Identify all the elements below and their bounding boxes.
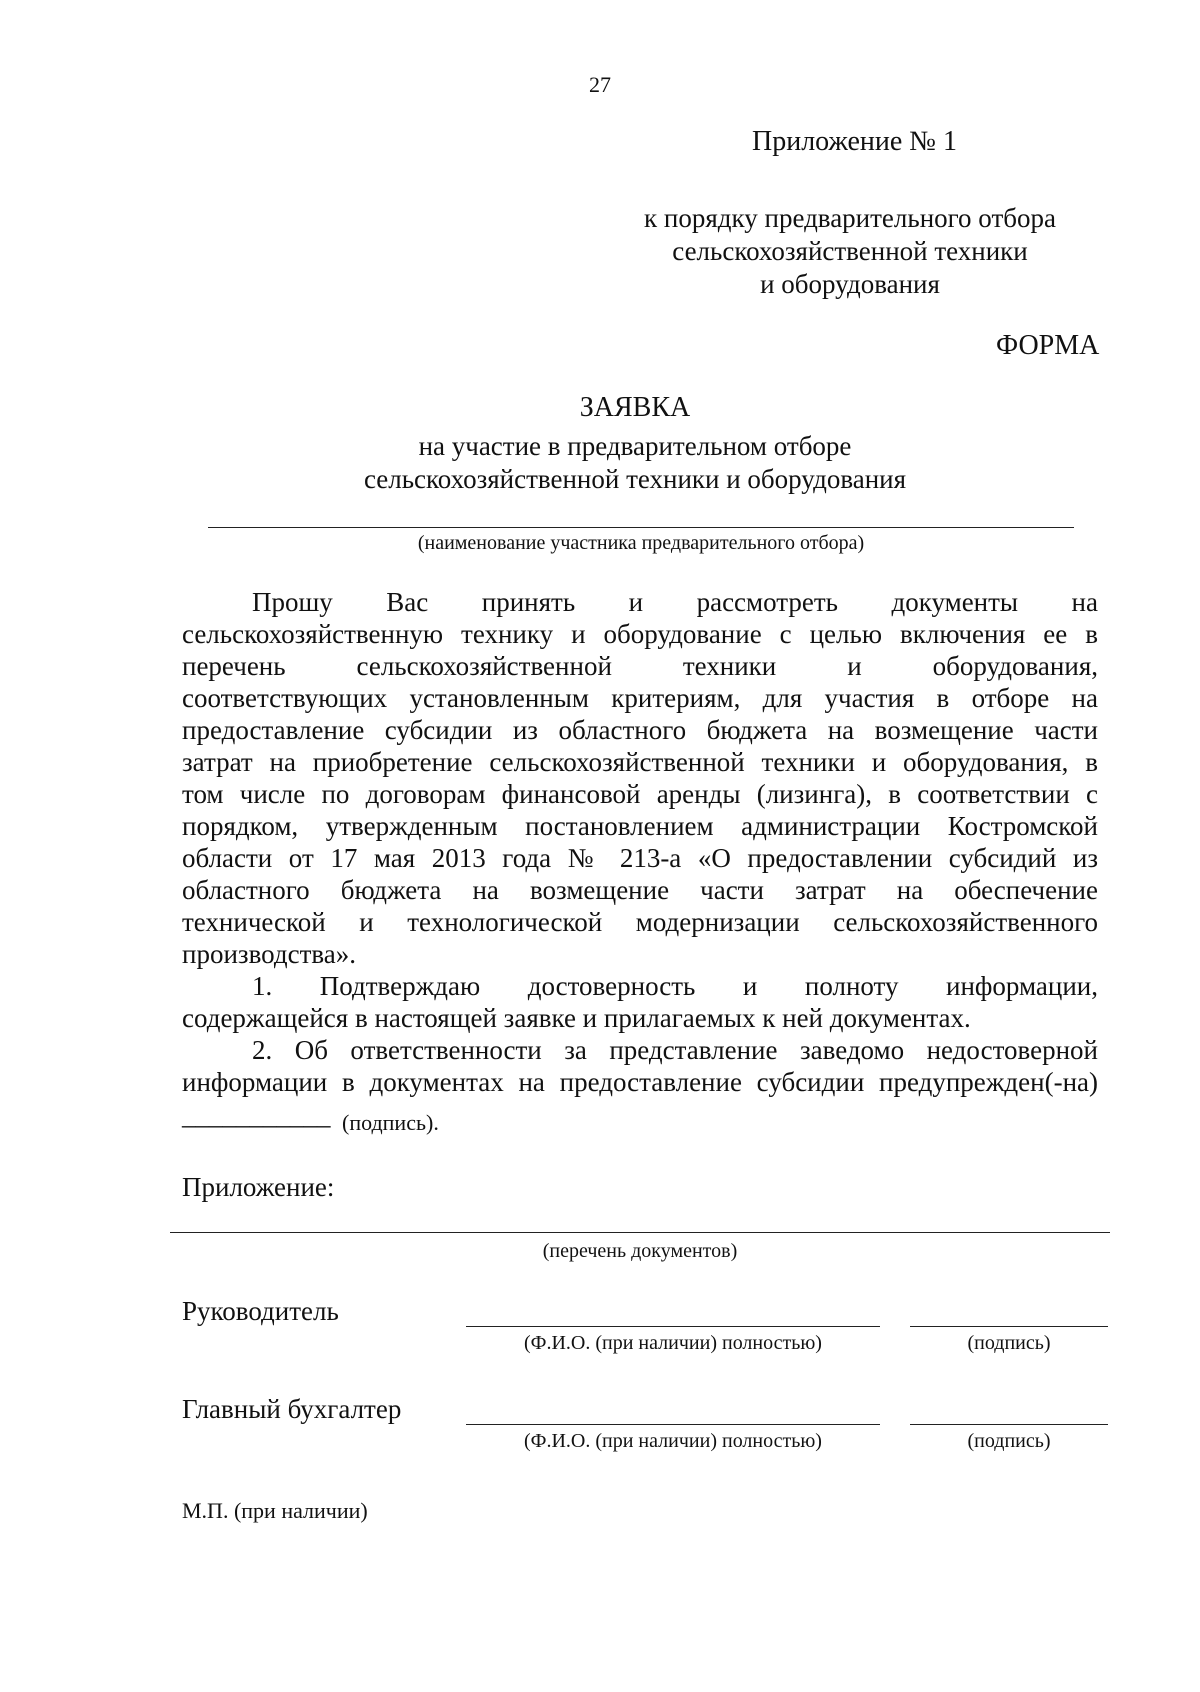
appendix-title: Приложение № 1 (752, 126, 957, 157)
paragraph-line: областного бюджета на возмещение части затрат на обеспечение (182, 875, 1098, 905)
paragraph-line: затрат на приобретение сельскохозяйственной техники и оборудования, в (182, 747, 1098, 777)
appendix-subtitle-line: сельскохозяйственной техники (672, 236, 1028, 266)
paragraph-line: Прошу Вас принять и рассмотреть документы на (252, 587, 1098, 617)
page-number: 27 (589, 72, 611, 97)
accountant-sign-caption: (подпись) (967, 1430, 1051, 1452)
accountant-label: Главный бухгалтер (182, 1394, 402, 1424)
head-sign-line (910, 1326, 1108, 1327)
appendix-subtitle (620, 202, 1080, 301)
signature-blank: ___________ (182, 1100, 331, 1130)
item-1-line: содержащейся в настоящей заявке и прилагаемых к ней документах. (182, 1003, 971, 1033)
accountant-sign-line (910, 1424, 1108, 1425)
signature-note: (подпись). (342, 1110, 439, 1135)
request-paragraph (182, 586, 1098, 1098)
application-subtitle (300, 430, 970, 496)
paragraph-line: технической и технологической модернизации сельскохозяйственного (182, 907, 1098, 937)
item-1-line: 1. Подтверждаю достоверность и полноту информации, (252, 971, 1098, 1001)
head-fio-line (466, 1326, 880, 1327)
head-fio-caption: (Ф.И.О. (при наличии) полностью) (524, 1332, 822, 1354)
accountant-fio-caption: (Ф.И.О. (при наличии) полностью) (524, 1430, 822, 1452)
attachment-line (170, 1232, 1110, 1233)
paragraph-line: сельскохозяйственную технику и оборудование с целью включения ее в (182, 619, 1098, 649)
stamp-note: М.П. (при наличии) (182, 1498, 368, 1523)
item-2-line: информации в документах на предоставление субсидии предупрежден(-на) (182, 1067, 1098, 1097)
appendix-subtitle-line: и оборудования (760, 269, 940, 299)
application-title: ЗАЯВКА (579, 392, 691, 423)
paragraph-line: порядком, утвержденным постановлением администрации Костромской (182, 811, 1098, 841)
paragraph-line: области от 17 мая 2013 года № 213-а «О предоставлении субсидий из (182, 843, 1098, 873)
head-label: Руководитель (182, 1296, 339, 1326)
paragraph-line: перечень сельскохозяйственной техники и оборудования, (182, 651, 1098, 681)
paragraph-line: производства». (182, 939, 356, 969)
application-subtitle-line: на участие в предварительном отборе (418, 431, 852, 461)
participant-name-caption: (наименование участника предварительного отбора) (417, 532, 865, 554)
form-label: ФОРМА (996, 330, 1100, 361)
participant-name-line (208, 527, 1074, 528)
item-2-line: 2. Об ответственности за представление заведомо недостоверной (252, 1035, 1098, 1065)
attachment-label: Приложение: (182, 1172, 335, 1202)
paragraph-line: предоставление субсидии из областного бюджета на возмещение части (182, 715, 1098, 745)
accountant-fio-line (466, 1424, 880, 1425)
paragraph-line: соответствующих установленным критериям, для участия в отборе на (182, 683, 1098, 713)
appendix-subtitle-line: к порядку предварительного отбора (644, 203, 1056, 233)
application-subtitle-line: сельскохозяйственной техники и оборудования (363, 464, 907, 494)
paragraph-line: том числе по договорам финансовой аренды (лизинга), в соответствии с (182, 779, 1098, 809)
head-sign-caption: (подпись) (967, 1332, 1051, 1354)
attachment-caption: (перечень документов) (542, 1240, 738, 1262)
